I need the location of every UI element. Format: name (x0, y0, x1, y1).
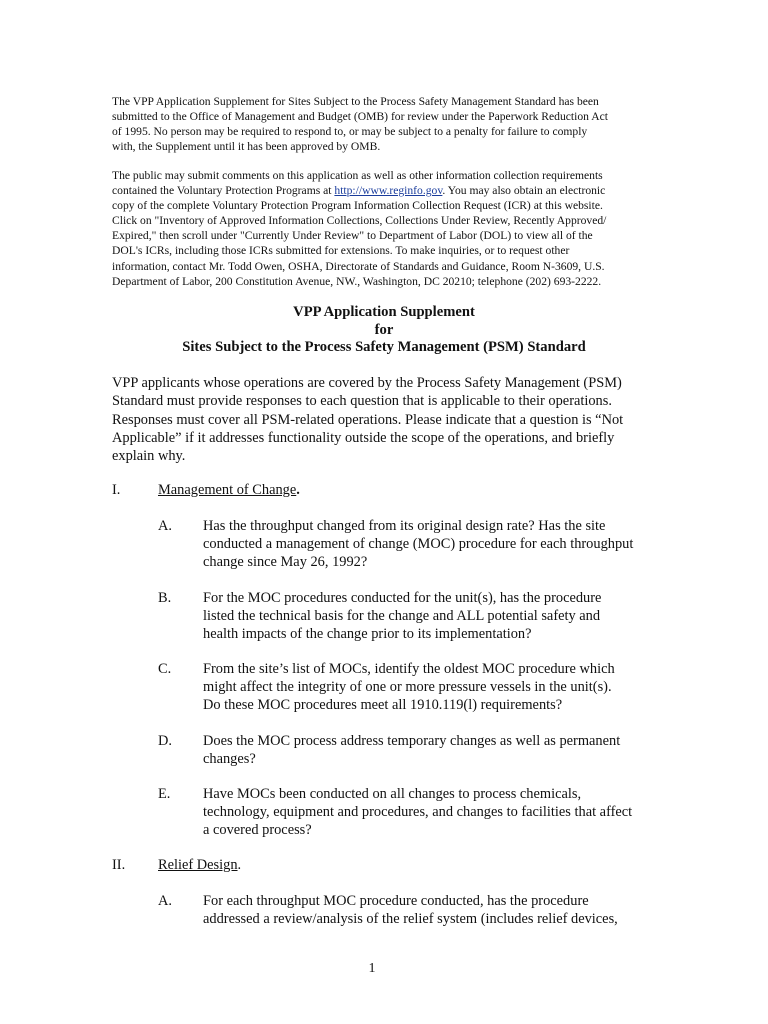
document-title-line-2: for (374, 322, 394, 338)
section-title-period: . (237, 857, 242, 873)
question-letter: C. (158, 661, 172, 677)
section-title: Relief Design (158, 857, 238, 873)
document-title-line-1: VPP Application Supplement (293, 304, 475, 320)
question-line: might affect the integrity of one or more pressure vessels in the unit(s). (203, 679, 612, 695)
question-line: change since May 26, 1992? (203, 554, 368, 570)
notice-line: copy of the complete Voluntary Protection Program Information Collection Request (ICR) at this website. (112, 199, 603, 213)
intro-line: VPP applicants whose operations are covered by the Process Safety Management (PSM) (112, 375, 622, 391)
intro-paragraph (112, 374, 623, 465)
question-line: conducted a management of change (MOC) procedure for each throughput (203, 536, 634, 552)
notice-line: Click on "Inventory of Approved Information Collections, Collections Under Review, Recently Approved/ (112, 214, 607, 228)
question-letter: A. (158, 518, 172, 534)
notice-line-with-link (112, 183, 657, 198)
question-text (203, 892, 618, 928)
question-text (203, 660, 615, 714)
notice-text: contained the Voluntary Protection Programs at (112, 184, 335, 198)
question-letter: B. (158, 590, 172, 606)
section-heading-relief-design (158, 856, 241, 874)
section-number: II. (112, 857, 126, 873)
intro-line: Applicable” if it addresses functionality outside the scope of the operations, and briefly (112, 429, 615, 446)
notice-line: submitted to the Office of Management and Budget (OMB) for review under the Paperwork Reduction Act (112, 110, 608, 124)
intro-line: explain why. (112, 448, 186, 465)
notice-line: of 1995. No person may be required to respond to, or may be subject to a penalty for failure to comply (112, 125, 588, 139)
page-number: 1 (368, 961, 376, 976)
question-letter: A. (158, 893, 172, 909)
notice-line: Expired," then scroll under "Currently Under Review" to Department of Labor (DOL) to view all of the (112, 229, 593, 243)
question-text (203, 517, 633, 571)
notice-line: DOL's ICRs, including those ICRs submitted for extensions. To make inquiries, or to request other (112, 244, 570, 258)
question-line: Do these MOC procedures meet all 1910.119(l) requirements? (203, 697, 563, 713)
question-line: Does the MOC process address temporary changes as well as permanent (203, 733, 621, 749)
reginfo-link[interactable]: http://www.reginfo.gov (334, 184, 443, 198)
question-text (203, 732, 620, 768)
question-line: listed the technical basis for the change and ALL potential safety and (203, 608, 601, 624)
question-letter: D. (158, 733, 172, 749)
notice-line: with, the Supplement until it has been approved by OMB. (112, 140, 381, 154)
question-text (203, 785, 632, 839)
question-line: a covered process? (203, 822, 312, 838)
question-line: health impacts of the change prior to its implementation? (203, 626, 532, 642)
document-title-line-3: Sites Subject to the Process Safety Management (PSM) Standard (182, 339, 586, 355)
question-line: Has the throughput changed from its original design rate? Has the site (203, 518, 606, 534)
question-line: For the MOC procedures conducted for the unit(s), has the procedure (203, 590, 602, 606)
question-line: From the site’s list of MOCs, identify the oldest MOC procedure which (203, 661, 615, 677)
question-text (203, 589, 601, 643)
question-letter: E. (158, 786, 171, 802)
notice-line: The VPP Application Supplement for Sites Subject to the Process Safety Management Standard has been (112, 95, 599, 108)
notice-text: . You may also obtain an electronic (442, 184, 606, 198)
section-heading-management-of-change (158, 481, 300, 499)
section-number: I. (112, 482, 121, 498)
notice-line: Department of Labor, 200 Constitution Avenue, NW., Washington, DC 20210; telephone (202) 693-2222. (112, 274, 602, 288)
public-comment-paragraph (112, 168, 657, 289)
notice-line: The public may submit comments on this application as well as other information collection requirements (112, 169, 603, 182)
section-title: Management of Change (158, 482, 297, 498)
omb-notice-paragraph (112, 94, 657, 154)
question-line: changes? (203, 751, 256, 767)
intro-line: Responses must cover all PSM-related operations. Please indicate that a question is “Not (112, 411, 624, 428)
question-line: Have MOCs been conducted on all changes to process chemicals, (203, 786, 582, 802)
section-title-period: . (296, 482, 300, 498)
question-line: technology, equipment and procedures, and changes to facilities that affect (203, 804, 633, 820)
intro-line: Standard must provide responses to each question that is applicable to their operations. (112, 393, 612, 410)
notice-line: information, contact Mr. Todd Owen, OSHA, Directorate of Standards and Guidance, Room N-3609, U.S. (112, 259, 605, 273)
question-line: For each throughput MOC procedure conducted, has the procedure (203, 893, 589, 909)
question-line: addressed a review/analysis of the relief system (includes relief devices, (203, 911, 618, 927)
